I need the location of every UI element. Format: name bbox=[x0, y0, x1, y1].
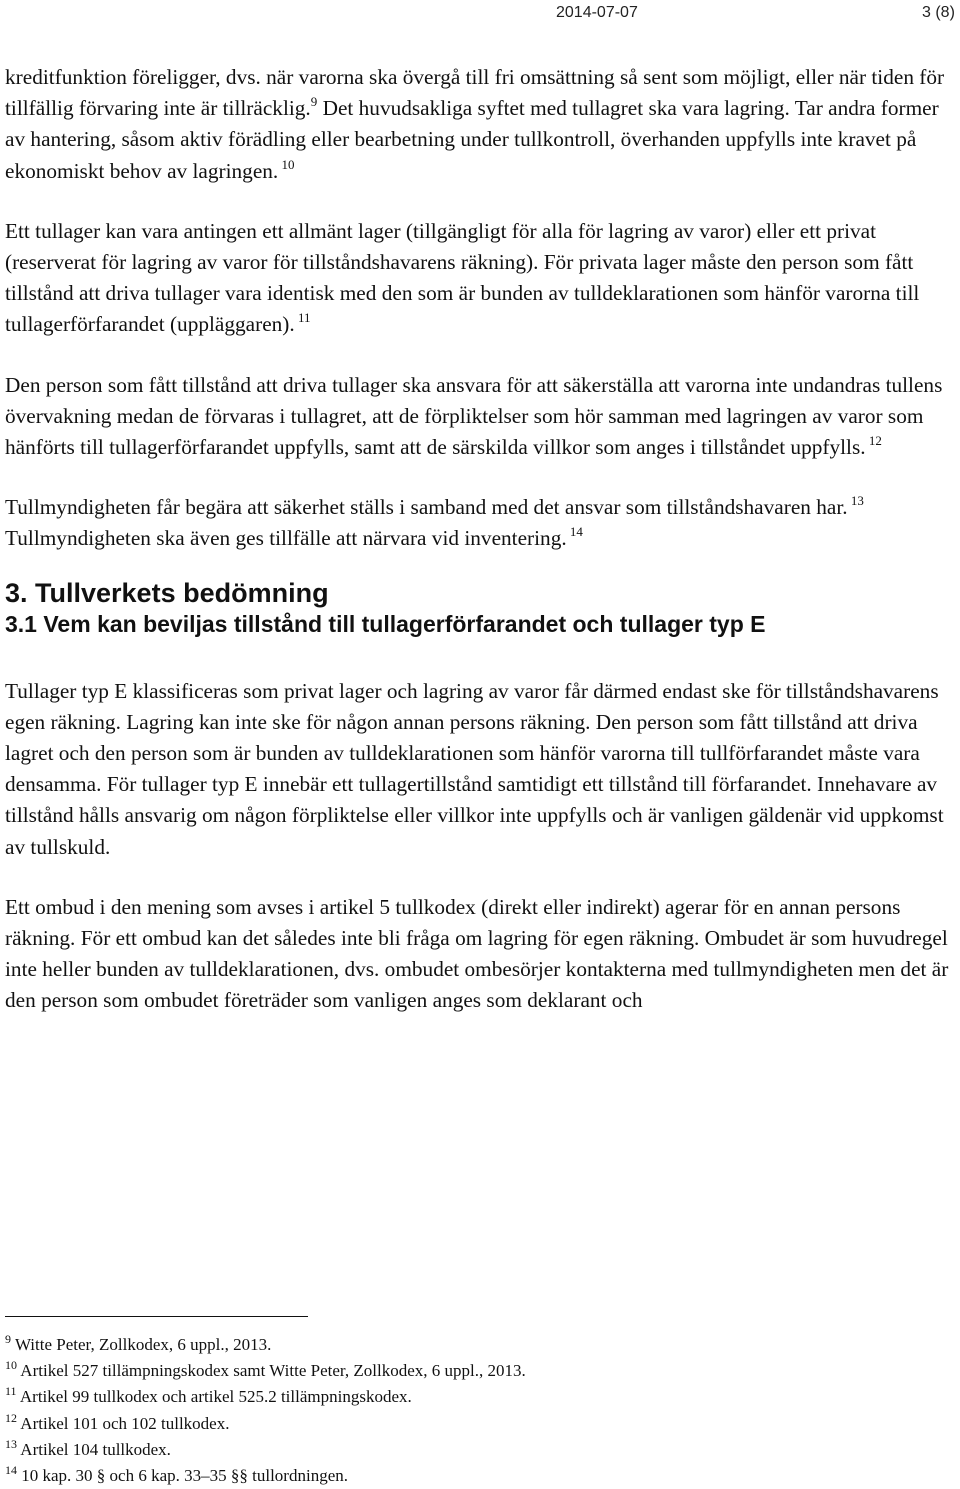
document-body bbox=[5, 62, 955, 1046]
footnote-ref[interactable]: 9 bbox=[310, 94, 318, 110]
paragraph bbox=[5, 370, 955, 464]
footnote-number: 14 bbox=[5, 1463, 17, 1478]
paragraph bbox=[5, 492, 955, 554]
footnote-divider bbox=[5, 1316, 308, 1317]
footnote bbox=[5, 1332, 955, 1358]
paragraph bbox=[5, 62, 955, 187]
footnote bbox=[5, 1384, 955, 1410]
footnote-number: 11 bbox=[5, 1384, 17, 1399]
paragraph-text: kreditfunktion föreligger, dvs. när varorna ska övergå till fri omsättning så sent som möjligt, eller när tiden för tillfällig förvaring inte är tillräcklig. bbox=[5, 65, 945, 121]
footnote-ref[interactable]: 12 bbox=[868, 433, 882, 449]
paragraph: Tullager typ E klassificeras som privat lager och lagring av varor får därmed endast ske för tillståndshavarens egen räkning. Lagring kan inte ske för någon annan persons räkning. Den person som fått tillstånd att driva lagret och den person som är bunden av tulldeklarationen som hänför varorna till tullförfarandet måste vara densamma. För tullager typ E innebär ett tullagertillstånd samtidigt ett tillstånd till förfarandet. Innehavare av tillstånd hålls ansvarig om någon förpliktelse eller villkor inte uppfylls och är vanligen gäldenär vid uppkomst av tullskuld. bbox=[5, 678, 944, 859]
footnote-text: Artikel 104 tullkodex. bbox=[17, 1439, 171, 1459]
footnote-text: Artikel 101 och 102 tullkodex. bbox=[17, 1413, 230, 1433]
page-header bbox=[0, 4, 960, 24]
footnote-number: 9 bbox=[5, 1332, 11, 1346]
footnote-number: 10 bbox=[5, 1358, 17, 1373]
footnote bbox=[5, 1463, 955, 1489]
footnote-ref[interactable]: 10 bbox=[281, 156, 295, 172]
footnote-text: 10 kap. 30 § och 6 kap. 33–35 §§ tullordningen. bbox=[17, 1466, 348, 1486]
footnote-ref[interactable]: 13 bbox=[850, 493, 864, 509]
footnote-ref[interactable]: 11 bbox=[297, 310, 311, 326]
footnotes bbox=[5, 1332, 955, 1489]
footnote-ref[interactable]: 14 bbox=[569, 524, 583, 540]
paragraph-text: Det huvudsakliga syftet med tullagret ska vara lagring. Tar andra former av hantering, såsom aktiv förädling eller bearbetning under tullkontroll, överhanden uppfylls inte kravet på ekonomiskt behov av lagringen. bbox=[5, 96, 939, 183]
footnote-text: Artikel 527 tillämpningskodex samt Witte Peter, Zollkodex, 6 uppl., 2013. bbox=[17, 1361, 526, 1381]
paragraph bbox=[5, 216, 955, 341]
paragraph-text: Den person som fått tillstånd att driva tullager ska ansvara för att säkerställa att varorna inte undandras tullens övervakning medan de förvaras i tullagret, att de förpliktelser som hör samman med lagringen av varor som hänförts till tullagerförfarandet uppfylls, samt att de särskilda villkor som anges i tillståndet uppfylls. bbox=[5, 372, 943, 460]
footnote bbox=[5, 1437, 955, 1463]
subsection-heading: 3.1 Vem kan beviljas tillstånd till tullagerförfarandet och tullager typ E bbox=[5, 610, 766, 637]
section-heading: 3. Tullverkets bedömning bbox=[5, 577, 329, 608]
footnote bbox=[5, 1358, 955, 1384]
footnote-number: 12 bbox=[5, 1410, 17, 1425]
footnote-text: Artikel 99 tullkodex och artikel 525.2 tillämpningskodex. bbox=[16, 1387, 412, 1407]
page-number: 3 (8) bbox=[922, 4, 955, 21]
paragraph-text: Tullmyndigheten ska även ges tillfälle att närvara vid inventering. bbox=[5, 526, 567, 551]
paragraph-text: Ett tullager kan vara antingen ett allmänt lager (tillgängligt för alla för lagring av varor) eller ett privat (reserverat för lagring av varor för tillståndshavarens räkning). För privata lager måste den person som fått tillstånd att driva tullager vara identisk med den som är bunden av tulldeklarationen som hänför varorna till tullagerförfarandet (uppläggaren). bbox=[5, 218, 920, 337]
footnote-number: 13 bbox=[5, 1436, 17, 1451]
footnote bbox=[5, 1411, 955, 1437]
paragraph-text: Tullmyndigheten får begära att säkerhet ställs i samband med det ansvar som tillståndshavaren har. bbox=[5, 495, 848, 520]
document-date: 2014-07-07 bbox=[556, 4, 638, 21]
paragraph: Ett ombud i den mening som avses i artikel 5 tullkodex (direkt eller indirekt) agerar för en annan persons räkning. För ett ombud kan det således inte bli fråga om lagring för egen räkning. Ombudet är som huvudregel inte heller bunden av tulldeklarationen, dvs. ombudet ombesörjer kontakterna med tullmyndigheten men det är den person som ombudet företräder som vanligen anges som deklarant och bbox=[5, 894, 949, 1013]
footnote-text: Witte Peter, Zollkodex, 6 uppl., 2013. bbox=[11, 1335, 272, 1354]
